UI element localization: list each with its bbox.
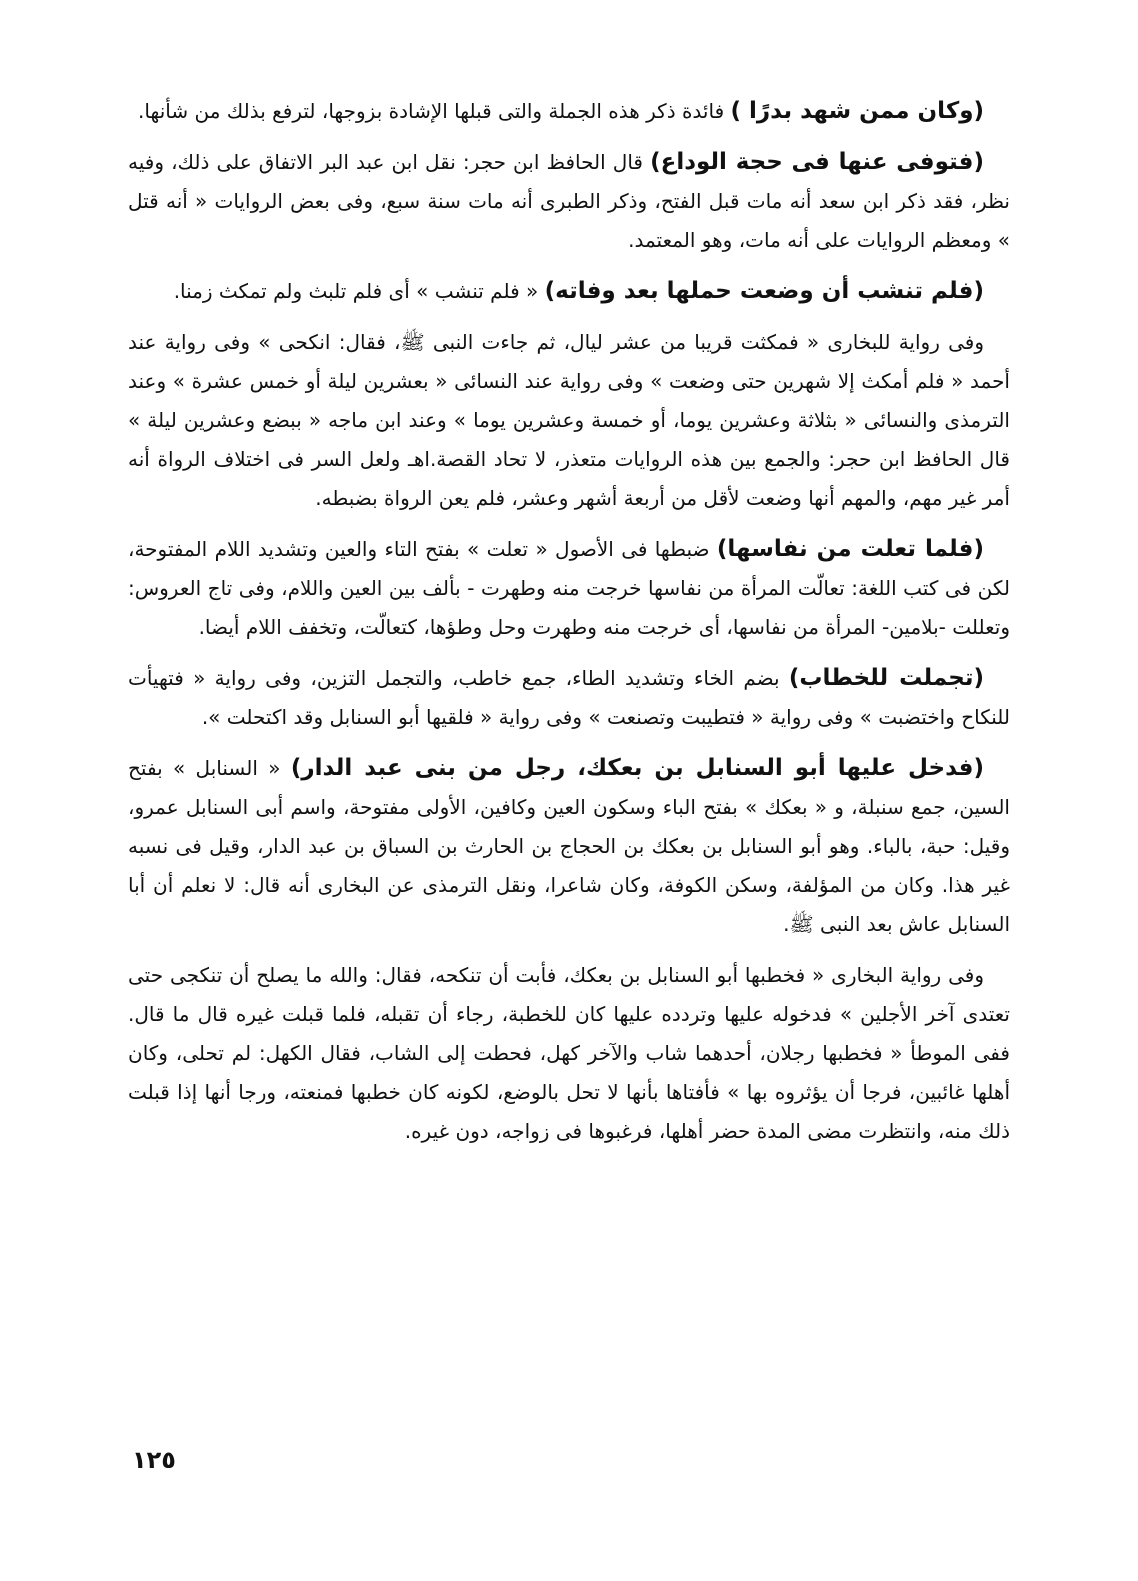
page-body [128,92,1010,1163]
paragraph-7 [128,749,1010,944]
paragraph-text: ضبطها فى الأصول « تعلت » بفتح التاء والعين وتشديد اللام المفتوحة، لكن فى كتب اللغة: تعالّت المرأة من نفاسها خرجت منه وطهرت - بألف بين العين واللام، وفى تاج العروس: وتعللت -بلامين- المرأة من نفاسها، أى خرجت منه وطهرت وحل وطؤها، كتعالّت، وتخفف اللام أيضا. [128,537,1010,639]
paragraph-heading: (فدخل عليها أبو السنابل بن بعكك، رجل من بنى عبد الدار) [290,755,984,781]
paragraph-text: فائدة ذكر هذه الجملة والتى قبلها الإشادة بزوجها، لترفع بذلك من شأنها. [138,99,731,123]
paragraph-4 [128,323,1010,518]
paragraph-5 [128,530,1010,647]
paragraph-text: بضم الخاء وتشديد الطاء، جمع خاطب، والتجمل التزين، وفى رواية « فتهيأت للنكاح واختضبت » وفى رواية « فتطيبت وتصنعت » وفى رواية « فلقيها أبو السنابل وقد اكتحلت ». [128,666,1010,729]
paragraph-heading: (تجملت للخطاب) [788,665,984,691]
paragraph-heading: (فتوفى عنها فى حجة الوداع) [650,149,984,175]
page-number: ١٢٥ [132,1446,176,1474]
paragraph-heading: (فلما تعلت من نفاسها) [716,536,985,562]
paragraph-2 [128,143,1010,260]
paragraph-8 [128,956,1010,1151]
paragraph-3 [128,272,1010,311]
paragraph-text: « فلم تنشب » أى فلم تلبث ولم تمكث زمنا. [173,279,545,303]
paragraph-1 [128,92,1010,131]
paragraph-text: وفى رواية للبخارى « فمكثت قريبا من عشر ليال، ثم جاءت النبى ﷺ، فقال: انكحى » وفى رواية عند أحمد « فلم أمكث إلا شهرين حتى وضعت » وفى رواية عند النسائى « بعشرين ليلة أو خمس عشرة » وعند الترمذى والنسائى « بثلاثة وعشرين يوما، أو خمسة وعشرين يوما » وعند ابن ماجه « ببضع وعشرين ليلة » قال الحافظ ابن حجر: والجمع بين هذه الروايات متعذر، لا تحاد القصة.اهـ ولعل السر فى اختلاف الرواة أنه أمر غير مهم، والمهم أنها وضعت لأقل من أربعة أشهر وعشر، فلم يعن الرواة بضبطه. [128,330,1010,510]
paragraph-text: « السنابل » بفتح السين، جمع سنبلة، و « بعكك » بفتح الباء وسكون العين وكافين، الأولى مفتوحة، واسم أبى السنابل عمرو، وقيل: حبة، بالباء. وهو أبو السنابل بن بعكك بن الحجاج بن الحارث بن السباق بن عبد الدار، وقيل فى نسبه غير هذا. وكان من المؤلفة، وسكن الكوفة، وكان شاعرا، ونقل الترمذى عن البخارى أنه قال: لا نعلم أن أبا السنابل عاش بعد النبى ﷺ. [128,756,1010,936]
paragraph-heading: (وكان ممن شهد بدرًا ) [730,98,984,124]
paragraph-text: قال الحافظ ابن حجر: نقل ابن عبد البر الاتفاق على ذلك، وفيه نظر، فقد ذكر ابن سعد أنه مات قبل الفتح، وذكر الطبرى أنه مات سنة سبع، وفى بعض الروايات « أنه قتل » ومعظم الروايات على أنه مات، وهو المعتمد. [128,150,1010,252]
paragraph-text: وفى رواية البخارى « فخطبها أبو السنابل بن بعكك، فأبت أن تنكحه، فقال: والله ما يصلح أن تنكجى حتى تعتدى آخر الأجلين » فدخوله عليها وتردده عليها كان للخطبة، رجاء أن تقبله، فلما قبلت غيره قال ما قال. ففى الموطأ « فخطبها رجلان، أحدهما شاب والآخر كهل، فحطت إلى الشاب، فقال الكهل: لم تحلى، وكان أهلها غائبين، فرجا أن يؤثروه بها » فأفتاها بأنها لا تحل بالوضع، لكونه كان خطبها فمنعته، ورجا أنها إذا قبلت ذلك منه، وانتظرت مضى المدة حضر أهلها، فرغبوها فى زواجه، دون غيره. [128,963,1010,1143]
paragraph-heading: (فلم تنشب أن وضعت حملها بعد وفاته) [544,278,984,304]
paragraph-6 [128,659,1010,737]
